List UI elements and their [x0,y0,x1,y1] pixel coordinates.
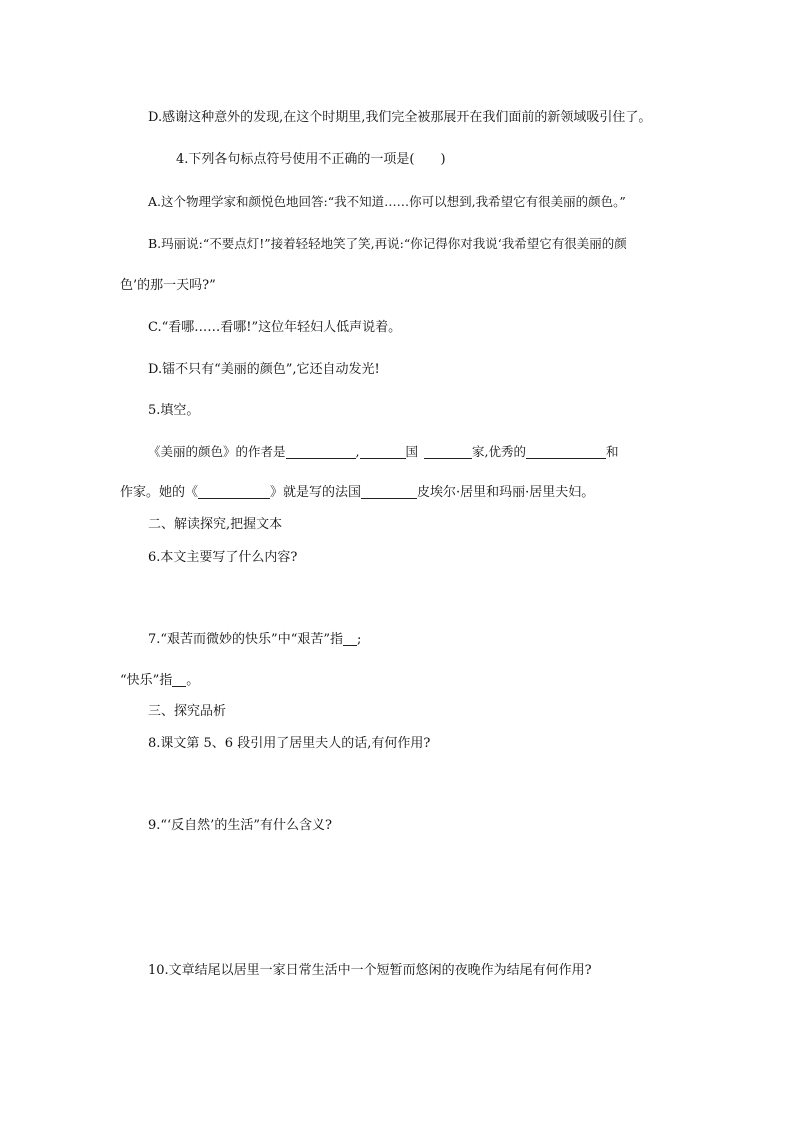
q5-text: 和 [606,444,619,459]
q5-text: 作家。她的《 [120,485,199,500]
question-9: 9.“‘反自然’的生活”有什么含义? [148,818,332,833]
question-7-line1 [148,631,361,649]
q4-option-d: D.镭不只有“美丽的颜色”,它还自动发光! [148,362,380,377]
q5-fill-line1 [148,443,619,461]
fill-blank[interactable] [343,631,357,646]
q3-option-d: D.感谢这种意外的发现,在这个时期里,我们完全被那展开在我们面前的新领域吸引住了。 [148,110,652,125]
q7-text: ; [357,632,362,647]
fill-blank[interactable] [286,444,356,459]
q5-text: , [355,444,360,459]
section-2-heading: 二、解读探究,把握文本 [148,517,283,532]
q5-text: 家,优秀的 [472,444,526,459]
q5-text: 皮埃尔·居里和玛丽·居里夫妇。 [417,485,595,500]
q5-text: 》就是写的法国 [270,485,362,500]
question-8: 8.课文第 5、6 段引用了居里夫人的话,有何作用? [148,736,431,751]
section-3-heading: 三、探究品析 [148,704,227,719]
question-7-line2 [120,672,199,690]
q5-text: 《美丽的颜色》的作者是 [148,444,286,459]
q7-text: 。 [186,673,200,688]
question-10: 10.文章结尾以居里一家日常生活中一个短暂而悠闲的夜晚作为结尾有何作用? [148,963,592,978]
q7-text: “快乐”指 [120,673,173,688]
q7-text: 7.“艰苦而微妙的快乐”中“艰苦”指 [148,632,343,647]
question-4: 4.下列各句标点符号使用不正确的一项是( ) [176,152,446,167]
q4-option-a: A.这个物理学家和颜悦色地回答:“我不知道……你可以想到,我希望它有很美丽的颜色。” [148,194,626,209]
q5-fill-line2 [120,484,594,502]
fill-blank[interactable] [172,672,186,687]
question-5: 5.填空。 [148,403,200,418]
fill-blank[interactable] [198,484,270,499]
q4-option-b-line2: 色’的那一天吗?” [120,278,216,293]
q4-option-b-line1: B.玛丽说:“不要点灯!”接着轻轻地笑了笑,再说:“你记得你对我说‘我希望它有很美丽的颜 [148,236,627,251]
question-6: 6.本文主要写了什么内容? [148,550,298,565]
fill-blank[interactable] [424,444,472,459]
fill-blank[interactable] [526,444,606,459]
q5-text: 国 [405,444,419,459]
fill-blank[interactable] [361,484,417,499]
q4-option-c: C.“看哪……看哪!”这位年轻妇人低声说着。 [148,320,402,335]
fill-blank[interactable] [360,444,406,459]
